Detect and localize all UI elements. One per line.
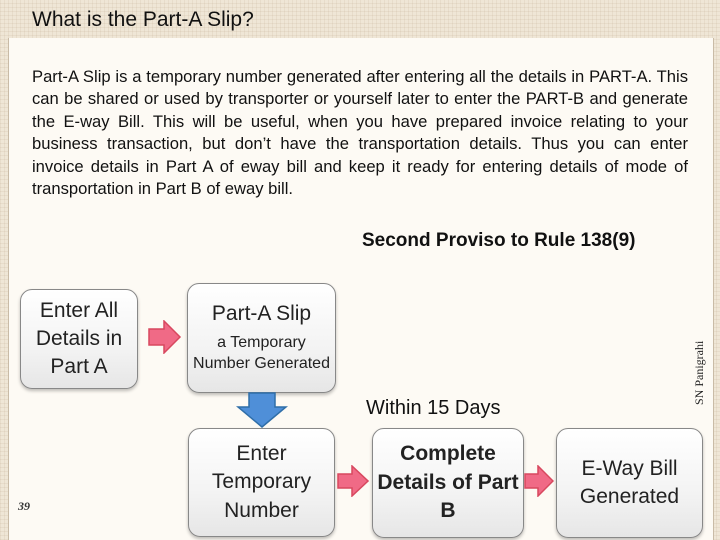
step-eway-bill-generated-box [556,428,703,538]
step-enter-part-a-box [20,289,138,389]
proviso-heading: Second Proviso to Rule 138(9) [362,230,636,251]
complete-part-b-label: Complete Details of Part B [377,442,519,523]
part-a-slip-subtitle: a Temporary Number Generated [193,334,330,372]
down-arrow-icon [236,392,288,428]
within-15-days-label: Within 15 Days [366,397,501,419]
slide-title: What is the Part-A Slip? [32,8,254,31]
step-complete-part-b-box [372,428,524,538]
author-vertical-label: SN Panigrahi [692,340,706,405]
right-arrow-icon [148,320,182,354]
enter-temporary-number-label: Enter Temporary Number [211,441,312,522]
step-enter-temporary-number-box [188,428,335,537]
step-part-a-slip-box [187,283,336,393]
right-arrow-icon [524,465,554,497]
eway-bill-generated-label: E-Way Bill Generated [579,456,680,508]
step-enter-part-a-label: Enter All Details in Part A [35,299,123,378]
part-a-slip-title: Part-A Slip [211,302,312,325]
description-paragraph: Part-A Slip is a temporary number generated after entering all the details in PART-A. This can be shared or used by transporter or yourself later to enter the PART-B and generate the E-way Bill. This will be useful, when you have prepared invoice relating to your business transaction, but don’t have the transportation details. Thus you can enter invoice details in Part A of eway bill and keep it ready for entering details of mode of transportation in Part B of eway bill. [32,67,688,199]
right-arrow-icon [337,465,369,497]
slide-number: 39 [18,499,30,513]
